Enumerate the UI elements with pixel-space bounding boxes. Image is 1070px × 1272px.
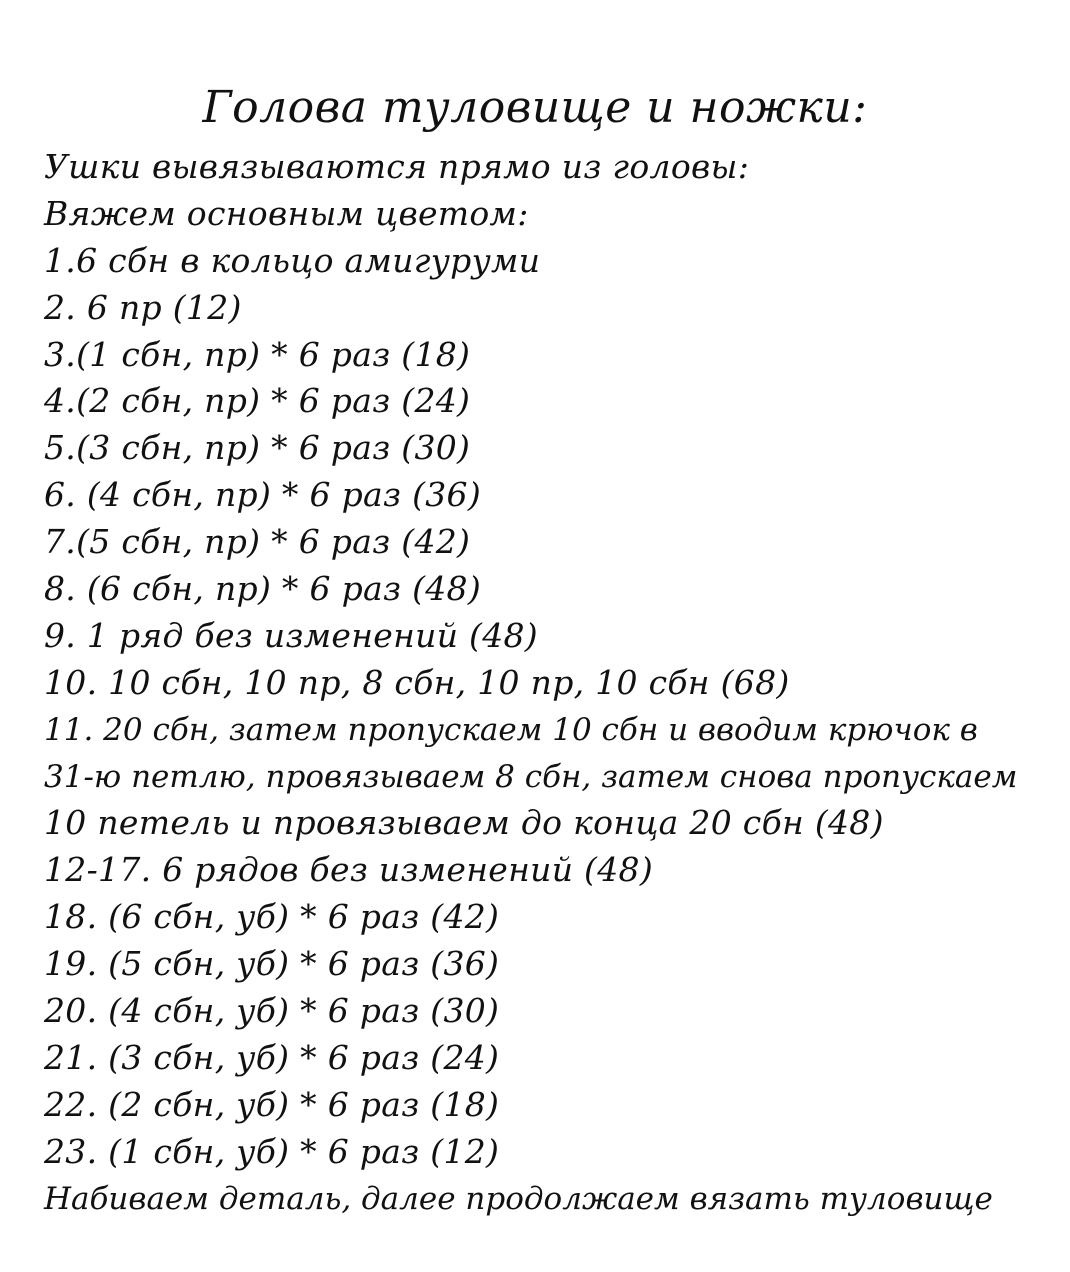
instruction-row-2: 2. 6 пр (12) (44, 287, 242, 327)
instruction-row-11-part-1: 11. 20 сбн, затем пропускаем 10 сбн и вводим крючок в (44, 711, 978, 748)
instruction-row-6: 6. (4 сбн, пр) * 6 раз (36) (44, 475, 482, 515)
instruction-row-10: 10. 10 сбн, 10 пр, 8 сбн, 10 пр, 10 сбн (68) (44, 662, 790, 702)
instruction-row-8: 8. (6 сбн, пр) * 6 раз (48) (44, 569, 482, 609)
instruction-row-9: 9. 1 ряд без изменений (48) (44, 615, 538, 655)
instruction-row-3: 3.(1 сбн, пр) * 6 раз (18) (44, 334, 471, 374)
instruction-row-4: 4.(2 сбн, пр) * 6 раз (24) (44, 381, 471, 421)
document-title: Голова туловище и ножки: (202, 82, 868, 133)
intro-line-main-color: Вяжем основным цветом: (44, 193, 529, 233)
instruction-row-7: 7.(5 сбн, пр) * 6 раз (42) (44, 522, 471, 562)
instruction-row-23: 23. (1 сбн, уб) * 6 раз (12) (44, 1131, 500, 1171)
closing-line: Набиваем деталь, далее продолжаем вязать туловище (44, 1180, 993, 1217)
instruction-row-21: 21. (3 сбн, уб) * 6 раз (24) (44, 1037, 500, 1077)
intro-line-ears: Ушки вывязываются прямо из головы: (44, 147, 750, 186)
instruction-row-12-17: 12-17. 6 рядов без изменений (48) (44, 850, 653, 890)
instruction-row-5: 5.(3 сбн, пр) * 6 раз (30) (44, 428, 471, 468)
instruction-row-1: 1.6 сбн в кольцо амигуруми (44, 240, 541, 280)
instruction-row-22: 22. (2 сбн, уб) * 6 раз (18) (44, 1084, 500, 1124)
instruction-row-19: 19. (5 сбн, уб) * 6 раз (36) (44, 944, 500, 984)
instruction-row-20: 20. (4 сбн, уб) * 6 раз (30) (44, 991, 500, 1031)
instruction-row-18: 18. (6 сбн, уб) * 6 раз (42) (44, 897, 500, 937)
instruction-list (44, 144, 1054, 1222)
instruction-row-11-part-3: 10 петель и провязываем до конца 20 сбн (48) (44, 803, 884, 843)
instruction-row-11-part-2: 31-ю петлю, провязываем 8 сбн, затем снова пропускаем (44, 758, 1018, 795)
